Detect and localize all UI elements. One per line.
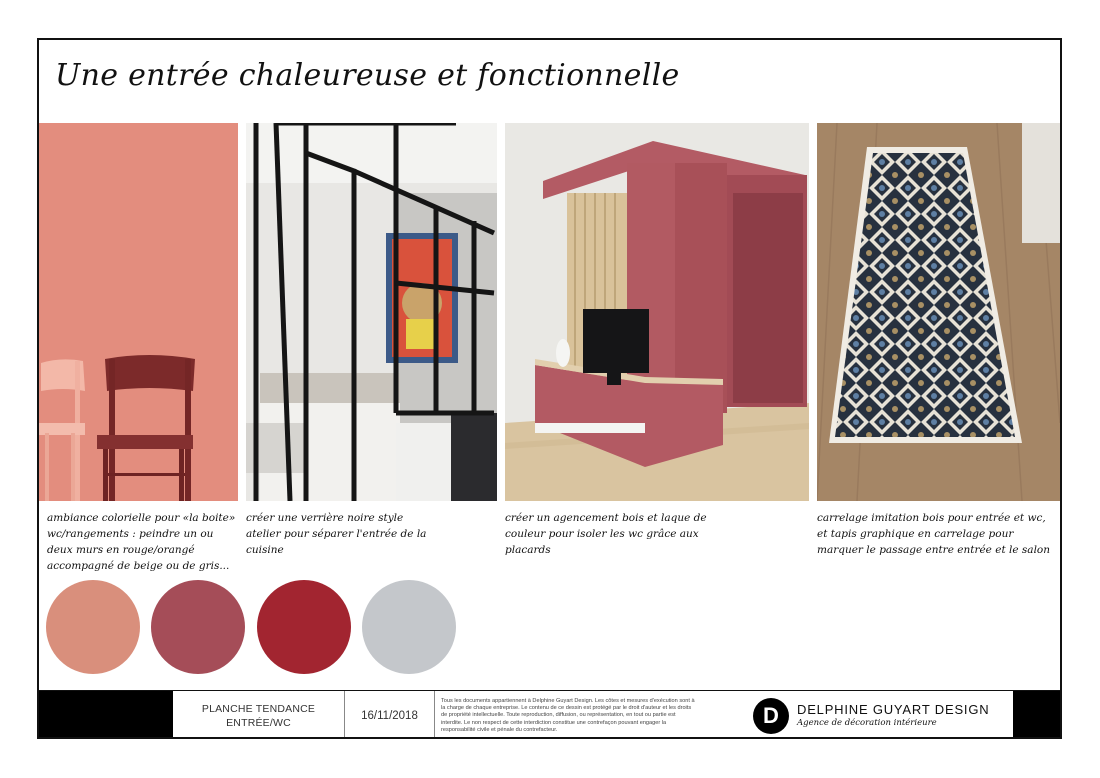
caption-verriere: créer une verrière noire style atelier pour séparer l'entrée de la cuisine (246, 512, 427, 556)
caption-carrelage: carrelage imitation bois pour entrée et wc, et tapis graphique en carrelage pour marquer le passage entre entrée et le salon (817, 512, 1051, 556)
photo-graphic-tile-rug (817, 123, 1060, 501)
swatch-coral (46, 580, 140, 674)
photo-pink-wall-chairs (39, 123, 238, 501)
title-block (39, 690, 1060, 739)
footer-date-cell (345, 691, 435, 739)
swatch-crimson (257, 580, 351, 674)
swatch-light-grey (362, 580, 456, 674)
brand-logo-icon: D (753, 698, 789, 734)
footer-plan-cell (173, 691, 345, 739)
caption-ambiance: ambiance colorielle pour «la boite» wc/rangements : peindre un ou deux murs en rouge/orangé accompagné de beige ou de gris... (47, 512, 236, 572)
footer-black-band-left (39, 691, 173, 739)
footer-black-band-right (1013, 691, 1060, 739)
plan-label-line2: ENTRÉE/WC (226, 716, 291, 729)
brand-name: DELPHINE GUYART DESIGN (797, 702, 990, 717)
caption-agencement: créer un agencement bois et laque de couleur pour isoler les wc grâce aux placards (505, 512, 707, 556)
brand-tagline: Agence de décoration intérieure (797, 718, 937, 728)
swatch-rose-wood (151, 580, 245, 674)
photo-wood-lacquer-cabinet (505, 123, 809, 501)
plan-date: 16/11/2018 (361, 709, 418, 722)
mood-board (37, 38, 1062, 739)
photo-black-glass-partition (246, 123, 497, 501)
plan-label-line1: PLANCHE TENDANCE (201, 702, 316, 715)
board-title: Une entrée chaleureuse et fonctionnelle (55, 58, 680, 93)
legal-notice: Tous les documents appartiennent à Delphine Guyart Design. Les côtes et mesures d'exécution sont à la charge de chaque entreprise. Le contenu de ce dessin est protégé par le droit d'auteur et les droits de propriété intellectuelle. Toute reproduction, diffusion, ou représentation, en tout ou partie est interdite. Le non respect de cette interdiction constitue une contrefaçon pouvant engager la responsabilité civile et pénale du contrefacteur. (441, 698, 695, 733)
